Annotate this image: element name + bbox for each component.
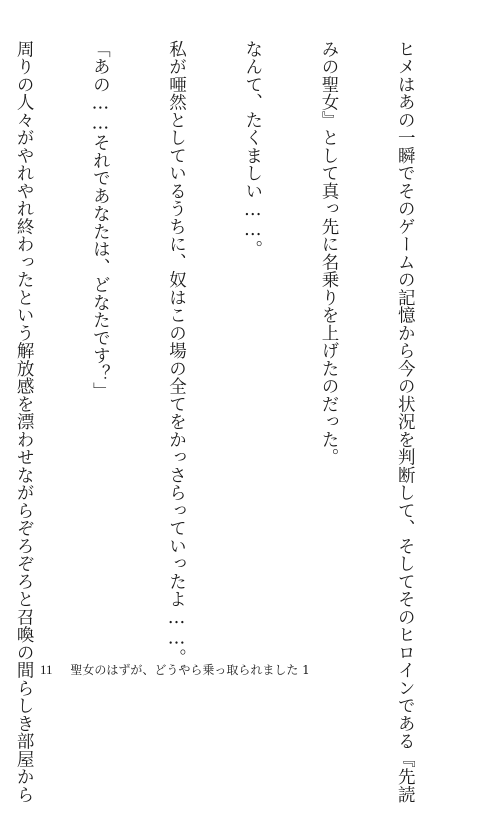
text-line: 「あの……それであなたは、どなたです？」 bbox=[90, 40, 111, 400]
page-footer bbox=[40, 662, 310, 678]
page-number: 11 bbox=[40, 662, 53, 677]
text-line: なんて、たくましい……。 bbox=[242, 40, 263, 258]
text-line: ヒメはあの一瞬でそのゲームの記憶から今の状況を判断して、そしてそのヒロインである『先読 bbox=[395, 40, 416, 804]
text-line: 周りの人々がやれやれ終わったという解放感を漂わせながらぞろぞろと召喚の間らしき部屋から bbox=[14, 40, 35, 804]
text-line: みの聖女』として真っ先に名乗りを上げたのだった。 bbox=[318, 40, 339, 466]
text-line: 私が唖然としているうちに、奴はこの場の全てをかっさらっていったよ……。 bbox=[166, 40, 187, 667]
running-title: 聖女のはずが、どうやら乗っ取られました 1 bbox=[70, 663, 310, 677]
